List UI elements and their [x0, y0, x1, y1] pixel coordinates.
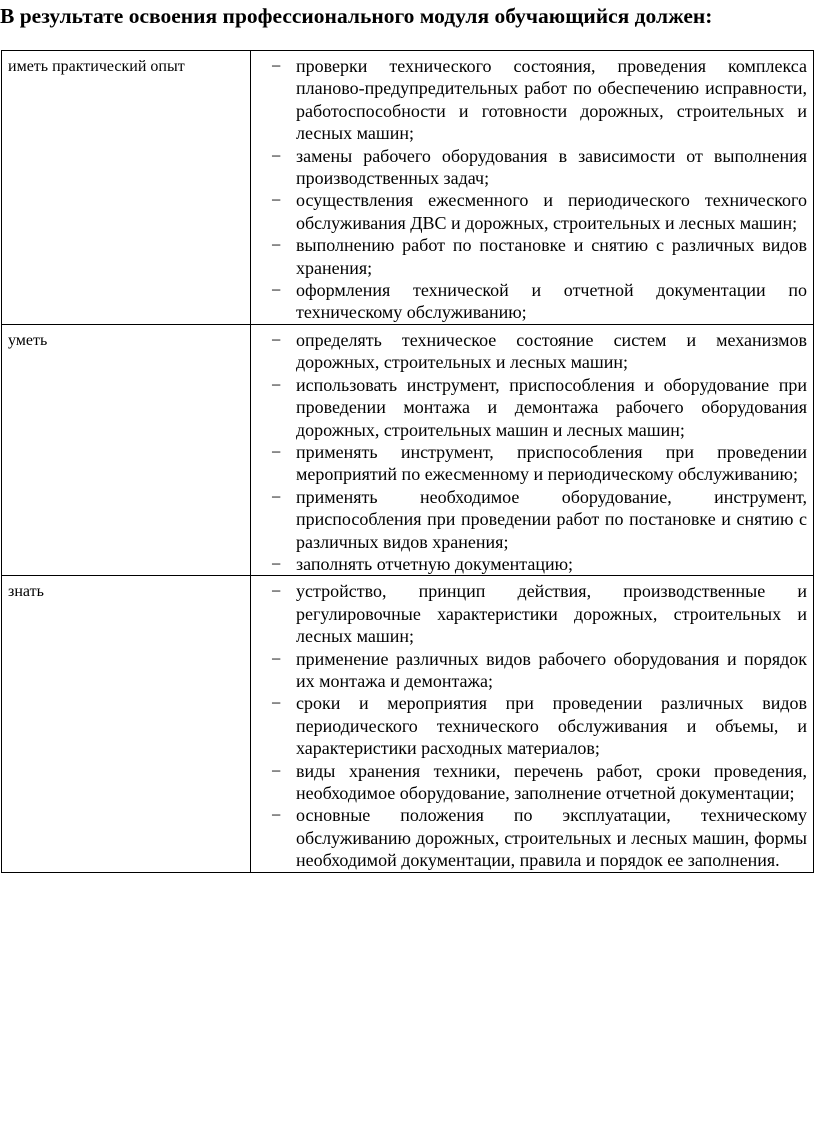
row-items-cell [251, 51, 814, 325]
row-label: иметь практический опыт [2, 51, 251, 325]
competency-table-body [2, 51, 814, 873]
dash-bullet-icon: − [271, 486, 282, 507]
list-item-text: заполнять отчетную документацию; [296, 553, 574, 574]
bullet-list [257, 329, 807, 575]
list-item [257, 441, 807, 486]
list-item [257, 329, 807, 374]
page-title: В результате освоения профессионального модуля обучающийся должен: [0, 4, 713, 28]
list-item-text: применять инструмент, приспособления при проведении мероприятий по ежесменному и периодическому обслуживанию; [296, 441, 807, 485]
dash-bullet-icon: − [271, 441, 282, 462]
list-item [257, 760, 807, 805]
table-row [2, 576, 814, 872]
dash-bullet-icon: − [271, 145, 282, 166]
list-item-text: проверки технического состояния, проведения комплекса планово-предупредительных работ по обеспечению исправности, работоспособности и готовности дорожных, строительных и лесных машин; [296, 56, 807, 144]
table-row [2, 324, 814, 575]
list-item-text: устройство, принцип действия, производственные и регулировочные характеристики дорожных, строительных и лесных машин; [296, 581, 807, 647]
dash-bullet-icon: − [271, 581, 282, 602]
dash-bullet-icon: − [271, 760, 282, 781]
list-item [257, 374, 807, 441]
dash-bullet-icon: − [271, 805, 282, 826]
row-label: уметь [2, 324, 251, 575]
dash-bullet-icon: − [271, 56, 282, 76]
list-item [257, 804, 807, 871]
list-item [257, 234, 807, 279]
list-item-text: выполнению работ по постановке и снятию с различных видов хранения; [296, 235, 807, 278]
list-item-text: замены рабочего оборудования в зависимости от выполнения производственных задач; [296, 145, 807, 189]
list-item-text: виды хранения техники, перечень работ, сроки проведения, необходимое оборудование, заполнение отчетной документации; [296, 760, 807, 803]
row-items-cell [251, 576, 814, 872]
dash-bullet-icon: − [271, 235, 282, 256]
list-item [257, 553, 807, 575]
list-item-text: основные положения по эксплуатации, техническому обслуживанию дорожных, строительных и лесных машин, формы необходимой документации, правила и порядок ее заполнения. [296, 805, 807, 871]
competency-table [1, 50, 814, 873]
dash-bullet-icon: − [271, 693, 282, 714]
list-item [257, 145, 807, 190]
list-item-text: применять необходимое оборудование, инструмент, приспособления при проведении работ по постановке и снятию с различных видов хранения; [296, 486, 807, 552]
list-item [257, 189, 807, 234]
row-items-cell [251, 324, 814, 575]
list-item [257, 580, 807, 647]
list-item [257, 279, 807, 324]
table-row [2, 51, 814, 325]
dash-bullet-icon: − [271, 374, 282, 395]
list-item-text: использовать инструмент, приспособления и оборудование при проведении монтажа и демонтажа рабочего оборудования дорожных, строительных машин и лесных машин; [296, 374, 807, 440]
bullet-list [257, 580, 807, 871]
list-item [257, 486, 807, 553]
list-item-text: осуществления ежесменного и периодического технического обслуживания ДВС и дорожных, строительных и лесных машин; [296, 190, 807, 233]
dash-bullet-icon: − [271, 553, 282, 574]
row-label: знать [2, 576, 251, 872]
dash-bullet-icon: − [271, 280, 282, 301]
list-item-text: определять техническое состояние систем и механизмов дорожных, строительных и лесных машин; [296, 329, 807, 373]
dash-bullet-icon: − [271, 329, 282, 350]
dash-bullet-icon: − [271, 648, 282, 669]
list-item-text: сроки и мероприятия при проведении различных видов периодического технического обслуживания и объемы, и характеристики расходных материалов; [296, 693, 807, 759]
list-item [257, 648, 807, 693]
list-item-text: оформления технической и отчетной документации по техническому обслуживанию; [296, 280, 807, 323]
competency-table-container [1, 50, 816, 873]
list-item [257, 55, 807, 145]
bullet-list [257, 55, 807, 324]
dash-bullet-icon: − [271, 190, 282, 211]
list-item-text: применение различных видов рабочего оборудования и порядок их монтажа и демонтажа; [296, 648, 807, 691]
list-item [257, 692, 807, 759]
